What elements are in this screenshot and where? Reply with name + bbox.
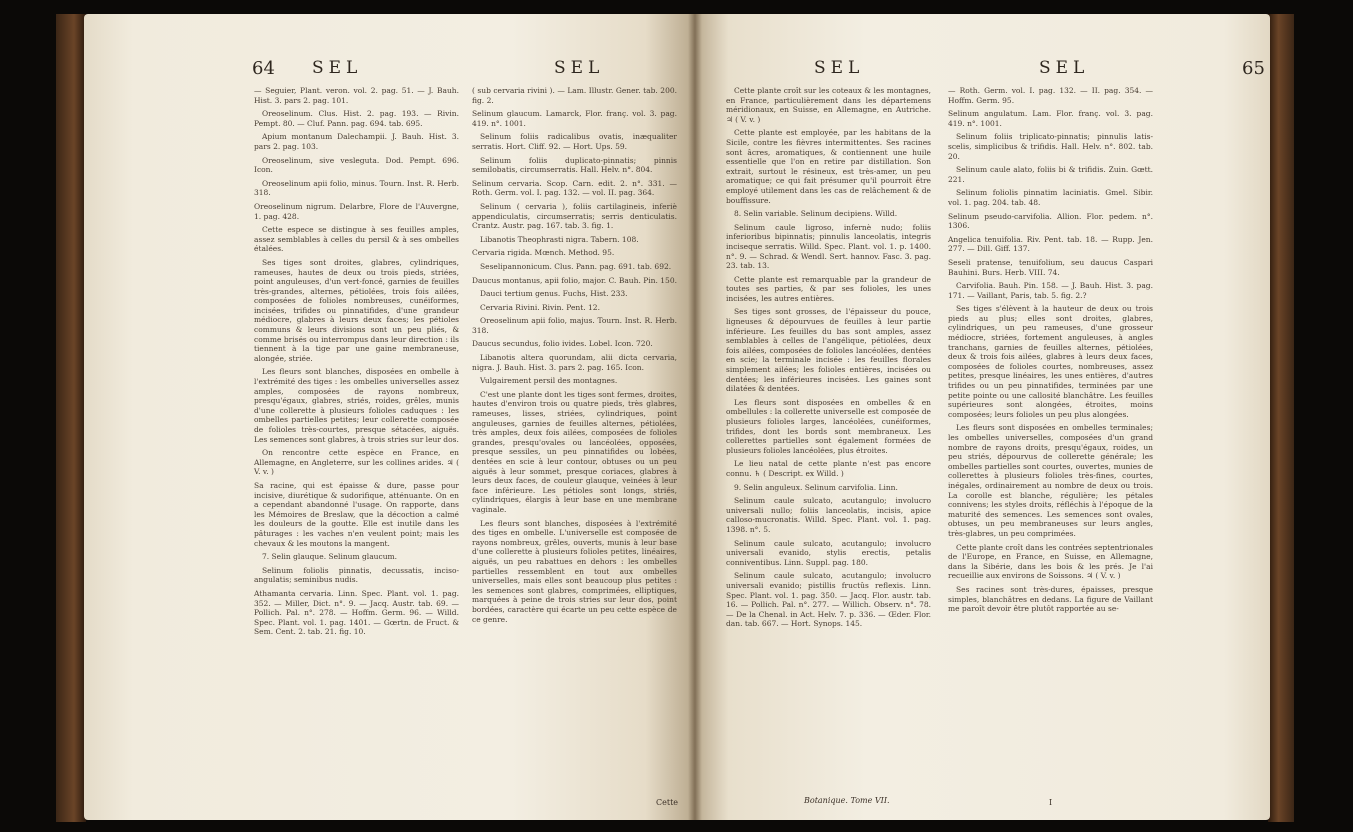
left-catchword: Cette — [656, 798, 679, 807]
paragraph: ( sub cervaria rivini ). — Lam. Illustr. Gener. tab. 200. fig. 2. — [472, 86, 677, 105]
paragraph: Selinum glaucum. Lamarck, Flor. franç. vol. 3. pag. 419. n°. 1001. — [472, 109, 677, 128]
paragraph: Selinum foliolis pinnatis, decussatis, inciso-angulatis; seminibus nudis. — [254, 565, 459, 585]
paragraph: Libanotis altera quorundam, alii dicta cervaria, nigra. J. Bauh. Hist. 3. pars 2. pag. 165. Icon. — [472, 353, 677, 372]
right-page-column-1 — [726, 86, 931, 633]
paragraph: Oreoselinum nigrum. Delarbre, Flore de l'Auvergne, 1. pag. 428. — [254, 201, 459, 221]
paragraph: Selinum caule ligroso, infernè nudo; foliis inferioribus bipinnatis; pinnulis lanceolatis, integris inciseque serratis. Willd. Spec. Plant. vol. 1. p. 1400. n°. 9. — Schrad. & Wendl. Sert. hannov. Fasc. 3. pag. 23. tab. 13. — [726, 222, 931, 271]
right-header-word-2: SEL — [1039, 58, 1090, 78]
paragraph: Carvifolia. Bauh. Pin. 158. — J. Bauh. Hist. 3. pag. 171. — Vaillant, Paris, tab. 5. fig. 2.? — [948, 281, 1153, 300]
paragraph: — Seguier, Plant. veron. vol. 2. pag. 51. — J. Bauh. Hist. 3. pars 2. pag. 101. — [254, 86, 459, 105]
left-page-number: 64 — [252, 58, 275, 79]
right-footer-note: Botanique. Tome VII. — [804, 796, 890, 805]
paragraph: Selinum angulatum. Lam. Flor. franç. vol. 3. pag. 419. n°. 1001. — [948, 109, 1153, 128]
paragraph: Oreoselinum, sive vesleguta. Dod. Pempt. 696. Icon. — [254, 155, 459, 175]
paragraph: Oreoselinum. Clus. Hist. 2. pag. 193. — Rivin. Pempt. 80. — Cluf. Pann. pag. 694. tab. 695. — [254, 109, 459, 128]
left-page — [84, 14, 694, 820]
left-header-word-1: SEL — [312, 58, 363, 78]
book-gutter — [688, 14, 702, 820]
paragraph: — Roth. Germ. vol. I. pag. 132. — II. pag. 354. — Hoffm. Germ. 95. — [948, 86, 1153, 105]
paragraph: Selinum pseudo-carvifolia. Allion. Flor. pedem. n°. 1306. — [948, 211, 1153, 231]
paragraph: Ses tiges sont grosses, de l'épaisseur du pouce, ligneuses & dépourvues de feuilles à leur partie inférieure. Les feuilles du bas sont amples, assez semblables à celles de l'angélique, pétiolées, deux fois ailées, composées de folioles lancéolées, dentées en scie; la terminale incisée : les feuilles florales simplement ailées; les folioles entières, incisées ou dentées; les inférieures incisées. Les gaines sont dilatées & dentées. — [726, 307, 931, 394]
paragraph: Selinum ( cervaria ), foliis cartilagineis, inferiè appendiculatis, circumserratis; serris denticulatis. Crantz. Austr. pag. 167. tab. 3. fig. 1. — [472, 201, 677, 231]
paragraph: Cette plante croît dans les contrées septentrionales de l'Europe, en France, en Suisse, en Allemagne, dans la Sibérie, dans les bois & les prés. Je l'ai recueillie aux environs de Soissons. ♃ ( V. v. ) — [948, 542, 1153, 581]
paragraph: 7. Selin glauque. Selinum glaucum. — [262, 552, 398, 562]
paragraph: 8. Selin variable. Selinum decipiens. Willd. — [734, 209, 898, 219]
right-page-column-2 — [948, 86, 1153, 618]
paragraph: Libanotis Theophrasti nigra. Tabern. 108. — [480, 234, 639, 244]
paragraph: Selinum caule sulcato, acutangulo; involucro universali evanido; pistillis fructûs reflexis. Linn. Spec. Plant. vol. 1. pag. 350. — Jacq. Flor. austr. tab. 16. — Pollich. Pal. n°. 277. — Willich. Observ. n°. 78. — De la Chenal. in Act. Helv. 7. p. 336. — Œder. Flor. dan. tab. 667. — Hort. Synops. 145. — [726, 571, 931, 629]
paragraph: Selinum foliolis pinnatim laciniatis. Gmel. Sibir. vol. 1. pag. 204. tab. 48. — [948, 188, 1153, 207]
paragraph: Ses tiges sont droites, glabres, cylindriques, rameuses, hautes de deux ou trois pieds, striées, point anguleuses, d'un vert-foncé, garnies de feuilles très-grandes, alternes, pétiolées, trois fois ailées, composées de folioles nombreuses, cunéiformes, incisées, trifides ou pinnatifides, d'une grandeur médiocre, glabres à leurs deux faces; les pétioles communs & leurs divisions sont un peu pliés, & comme brisés ou interrompus dans leur direction : ils tiennent à la tige par une gaine membraneuse, alongée, striée. — [254, 257, 459, 363]
paragraph: Oreoselinum apii folio, minus. Tourn. Inst. R. Herb. 318. — [254, 178, 459, 198]
paragraph: Dauci tertium genus. Fuchs, Hist. 233. — [480, 289, 628, 299]
paragraph: Daucus montanus, apii folio, major. C. Bauh. Pin. 150. — [472, 275, 677, 285]
paragraph: Cette espece se distingue à ses feuilles amples, assez semblables à celles du persil & à ses ombelles étalées. — [254, 225, 459, 254]
right-page-number: 65 — [1242, 58, 1265, 79]
paragraph: Selinum caule alato, foliis bi & trifidis. Zuin. Gœtt. 221. — [948, 165, 1153, 184]
paragraph: Daucus secundus, folio ivides. Lobel. Icon. 720. — [472, 339, 653, 349]
paragraph: Cette plante est remarquable par la grandeur de toutes ses parties, & par ses folioles, les unes incisées, les autres entières. — [726, 274, 931, 303]
paragraph: Les fleurs sont blanches, disposées à l'extrémité des tiges en ombelle. L'universelle est composée de rayons nombreux, grêles, ouverts, munis à leur base d'une collerette à plusieurs folioles petites, linéaires, aiguës, un peu rabattues en dehors : les ombelles partielles ressemblent en tout aux ombelles universelles, mais elles sont beaucoup plus petites : les semences sont glabres, comprimées, elliptiques, marquées à peine de trois stries sur leur dos, point bordées, caractère qui écarte un peu cette espèce de ce genre. — [472, 518, 677, 624]
right-page — [694, 14, 1270, 820]
paragraph: Cervaria rigida. Mœnch. Method. 95. — [472, 248, 615, 258]
book-cover-left — [56, 14, 86, 822]
right-header-word-1: SEL — [814, 58, 865, 78]
paragraph: Sa racine, qui est épaisse & dure, passe pour incisive, diurétique & sudorifique, atténuante. On en a cependant abandonné l'usage. On rapporte, dans les Mémoires de Breslaw, que la décoction a calmé les douleurs de la goutte. Elle est inutile dans les pâturages : les vaches n'en veulent point; mais les chevaux & les moutons la mangent. — [254, 480, 459, 548]
paragraph: Selinum caule sulcato, acutangulo; involucro universali nullo; foliis lanceolatis, incisis, apice calloso-mucronatis. Willd. Spec. Plant. vol. 1. pag. 1398. n°. 5. — [726, 496, 931, 534]
paragraph: Le lieu natal de cette plante n'est pas encore connu. ♄ ( Descript. ex Willd. ) — [726, 459, 931, 478]
paragraph: Seselipannonicum. Clus. Pann. pag. 691. tab. 692. — [480, 261, 672, 271]
paragraph: Oreoselinum apii folio, majus. Tourn. Inst. R. Herb. 318. — [472, 316, 677, 335]
paragraph: Apium montanum Dalechampii. J. Bauh. Hist. 3. pars 2. pag. 103. — [254, 132, 459, 151]
paragraph: Selinum foliis duplicato-pinnatis; pinnis semilobatis, circumserratis. Hall. Helv. n°. 804. — [472, 155, 677, 175]
paragraph: Selinum foliis radicalibus ovatis, inæqualiter serratis. Hort. Cliff. 92. — Hort. Ups. 59. — [472, 132, 677, 151]
right-signature-mark: I — [1049, 798, 1053, 807]
right-running-head — [694, 58, 1270, 84]
left-header-word-2: SEL — [554, 58, 605, 78]
paragraph: Cette plante est employée, par les habitans de la Sicile, contre les fièvres intermittentes. Ses racines sont âcres, aromatiques, & contiennent une huile essentielle que l'on en retire par distillation. Son extrait, surtout le résineux, est très-amer, un peu aromatique; ce qui fait présumer qu'il pourroit être employé utilement dans les cas de relâchement & de bouffissure. — [726, 128, 931, 205]
paragraph: Ses racines sont très-dures, épaisses, presque simples, blanchâtres en dedans. La figure de Vaillant me paroît devoir être plutôt rapportée au se- — [948, 584, 1153, 614]
paragraph: Selinum caule sulcato, acutangulo; involucro universali evanido, stylis erectis, petalis conniventibus. Linn. Suppl. pag. 180. — [726, 538, 931, 567]
paragraph: Angelica tenuifolia. Riv. Pent. tab. 18. — Rupp. Jen. 277. — Dill. Giff. 137. — [948, 234, 1153, 254]
paragraph: Vulgairement persil des montagnes. — [480, 376, 618, 386]
paragraph: Cervaria Rivini. Rivin. Pent. 12. — [480, 302, 600, 312]
paragraph: Ses tiges s'élèvent à la hauteur de deux ou trois pieds au plus; elles sont droites, glabres, cylindriques, un peu rameuses, d'une grosseur médiocre, striées, fortement anguleuses, à angles tranchans, garnies de feuilles alternes, pétiolées, deux & trois fois ailées, glabres à leurs deux faces, composées de folioles courtes, nombreuses, assez petites, presque linéaires, les unes entières, d'autres trifides ou un peu pinnatifides, terminées par une petite pointe ou une callosité blanchâtre. Les feuilles supérieures sont alongées, étroites, moins composées; leurs folioles un peu plus alongées. — [948, 304, 1153, 419]
paragraph: Les fleurs sont disposées en ombelles terminales; les ombelles universelles, composées d'un grand nombre de rayons droits, presqu'égaux, roides, un peu striés, dépourvus de collerette générale; les ombelles partielles sont courtes, ouvertes, munies de collerettes à plusieurs folioles très-fines, courtes, inégales, ordinairement au nombre de deux ou trois. La corolle est blanche, régulière; les pétales connivens; les styles droits, réfléchis à l'époque de la maturité des semences. Les semences sont ovales, obtuses, un peu membraneuses sur leurs angles, très-glabres, un peu comprimées. — [948, 423, 1153, 538]
paragraph: Cette plante croît sur les coteaux & les montagnes, en France, particulièrement dans les départemens méridionaux, en Suisse, en Allemagne, en Autriche. ♃ ( V. v. ) — [726, 86, 931, 124]
paragraph: Selinum cervaria. Scop. Carn. edit. 2. n°. 331. — Roth. Germ. vol. I. pag. 132. — vol. II. pag. 364. — [472, 178, 677, 198]
paragraph: Les fleurs sont disposées en ombelles & en ombellules : la collerette universelle est composée de plusieurs folioles larges, lancéolées, cunéiformes, trifides, dont les bords sont membraneux. Les collerettes partielles sont également formées de plusieurs folioles lancéolées, plus étroites. — [726, 397, 931, 455]
paragraph: Selinum foliis triplicato-pinnatis; pinnulis latis-scelis, simplicibus & trifidis. Hall. Helv. n°. 802. tab. 20. — [948, 132, 1153, 161]
paragraph: 9. Selin anguleux. Selinum carvifolia. Linn. — [734, 482, 898, 492]
paragraph: Athamanta cervaria. Linn. Spec. Plant. vol. 1. pag. 352. — Miller, Dict. n°. 9. — Jacq. Austr. tab. 69. — Pollich. Pal. n°. 278. — Hoffm. Germ. 96. — Willd. Spec. Plant. vol. 1. pag. 1401. — Gœrtn. de Fruct. & Sem. Cent. 2. tab. 21. fig. 10. — [254, 588, 459, 637]
paragraph: C'est une plante dont les tiges sont fermes, droites, hautes d'environ trois ou quatre pieds, très glabres, rameuses, lisses, striées, cylindriques, point anguleuses, garnies de feuilles alternes, pétiolées, très amples, deux fois ailées, composées de folioles grandes, presqu'ovales ou lancéolées, opposées, presque sessiles, un peu pinnatifides ou lobées, dentées en scie à leur contour, obtuses ou un peu aiguës à leur sommet, presque coriaces, glabres à leurs deux faces, de couleur glauque, veinées à leur face inférieure. Les pétioles sont longs, striés, cylindriques, élargis à leur base en une membrane vaginale. — [472, 389, 677, 514]
paragraph: Seseli pratense, tenuifolium, seu daucus Caspari Bauhini. Burs. Herb. VIII. 74. — [948, 257, 1153, 277]
paragraph: Les fleurs sont blanches, disposées en ombelle à l'extrémité des tiges : les ombelles universelles assez amples, composées de rayons nombreux, presqu'égaux, glabres, striés, roides, grêles, munis d'une collerette à plusieurs folioles caduques : les ombelles partielles petites; leur collerette composée de folioles très-courtes, presque sétacées, aiguës. Les semences sont glabres, à trois stries sur leur dos. — [254, 367, 459, 444]
paragraph: On rencontre cette espèce en France, en Allemagne, en Angleterre, sur les collines arides. ♃ ( V. v. ) — [254, 448, 459, 477]
left-running-head — [84, 58, 694, 84]
left-page-column-1 — [254, 86, 459, 641]
book-cover-right — [1268, 14, 1294, 822]
left-page-column-2 — [472, 86, 677, 628]
